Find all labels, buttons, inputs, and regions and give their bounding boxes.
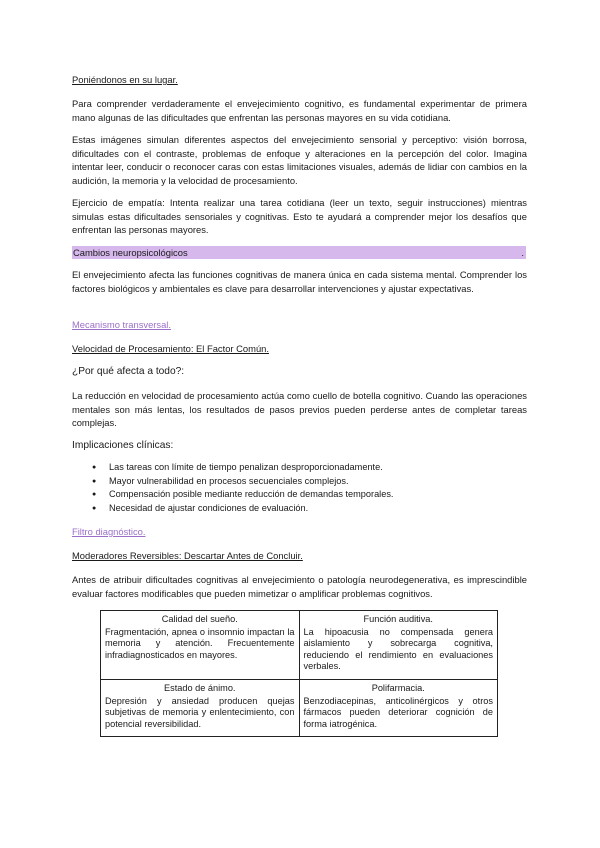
table-row [101, 611, 498, 680]
cell-title: Calidad del sueño. [161, 614, 238, 624]
table-cell [101, 611, 300, 680]
section-band-title: Cambios neuropsicológicos [73, 247, 188, 258]
cell-body: La hipoacusia no compensada genera aislamiento y sobrecarga cognitiva, reduciendo el rendimiento en evaluaciones verbales. [303, 626, 493, 672]
diagnostic-paragraph: Antes de atribuir dificultades cognitivas al envejecimiento o patología neurodegenerativa, es imprescindible evaluar factores modificables que pueden mimetizar o amplificar problemas cognitivos. [72, 574, 527, 599]
diagnostic-link[interactable]: Filtro diagnóstico. [72, 526, 146, 537]
cell-body: Benzodiacepinas, anticolinérgicos y otros fármacos pueden deteriorar cognición de forma iatrogénica. [303, 695, 493, 729]
cell-body: Fragmentación, apnea o insomnio impactan la memoria y atención. Frecuentemente infradiagnosticados en mayores. [105, 626, 295, 660]
transversal-link[interactable]: Mecanismo transversal. [72, 319, 171, 330]
intro-heading: Poniéndonos en su lugar. [72, 74, 178, 85]
section-band-trailing: . [521, 247, 524, 258]
table-row [101, 679, 498, 736]
empathy-exercise-paragraph: Ejercicio de empatía: Intenta realizar una tarea cotidiana (leer un texto, seguir instrucciones) mientras simulas estas dificultades sensoriales y cognitivas. Esto te ayudará a comprender mejor los desafíos que enfrentan las personas mayores. [72, 197, 527, 235]
section-band [72, 246, 526, 259]
clinical-implications-title: Implicaciones clínicas: [72, 440, 174, 451]
cell-body: Depresión y ansiedad producen quejas subjetivas de memoria y enlentecimiento, con potencial reversibilidad. [105, 695, 295, 729]
cell-title: Función auditiva. [363, 614, 433, 624]
moderators-table [100, 610, 498, 737]
intro-paragraph-1: Para comprender verdaderamente el envejecimiento cognitivo, es fundamental experimentar de primera mano algunas de las dificultades que enfrentan las personas mayores en su vida cotidiana. [72, 98, 527, 123]
table-cell [299, 679, 498, 736]
list-item: ● Mayor vulnerabilidad en procesos secuenciales complejos. [92, 475, 512, 489]
table-cell [299, 611, 498, 680]
table-cell [101, 679, 300, 736]
clinical-implications-list [92, 461, 512, 515]
processing-speed-heading: Velocidad de Procesamiento: El Factor Común. [72, 343, 269, 354]
cell-title: Estado de ánimo. [163, 682, 236, 693]
list-item: ● Compensación posible mediante reducción de demandas temporales. [92, 488, 512, 502]
list-item: ● Necesidad de ajustar condiciones de evaluación. [92, 502, 512, 516]
reversible-moderators-heading: Moderadores Reversibles: Descartar Antes de Concluir. [72, 550, 303, 561]
processing-speed-paragraph: La reducción en velocidad de procesamiento actúa como cuello de botella cognitivo. Cuando las operaciones mentales son más lentas, los resultados de pasos previos pueden perderse antes de completar tareas complejas. [72, 390, 527, 428]
intro-paragraph-2: Estas imágenes simulan diferentes aspectos del envejecimiento sensorial y perceptivo: visión borrosa, dificultades con el contraste, problemas de enfoque y alteraciones en la percepción del color. Imagina intentar leer, conducir o reconocer caras con estas limitaciones visuales, además de lidiar con cambios en la audición, la memoria y la velocidad de procesamiento. [72, 134, 527, 186]
why-question: ¿Por qué afecta a todo?: [72, 366, 185, 377]
list-item: ● Las tareas con límite de tiempo penalizan desproporcionadamente. [92, 461, 512, 475]
cell-title: Polifarmacia. [371, 682, 425, 693]
section-paragraph: El envejecimiento afecta las funciones cognitivas de manera única en cada sistema mental. Comprender los factores biológicos y ambientales es clave para desarrollar intervenciones y ajustar expectativas. [72, 269, 527, 294]
